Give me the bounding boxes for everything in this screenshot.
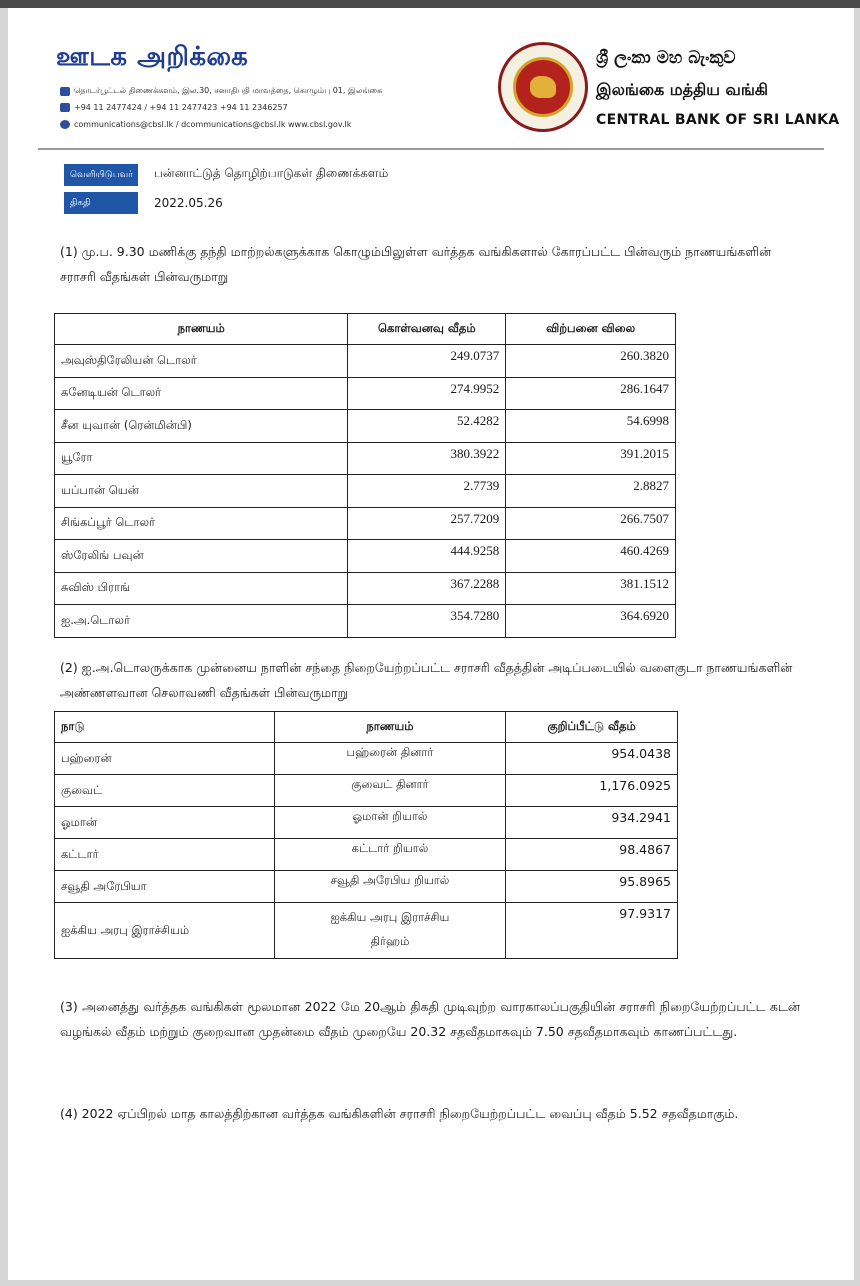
phone-fax-line [60, 103, 288, 112]
buying-rate: 274.9952 [348, 377, 506, 410]
phone-icon [60, 103, 70, 112]
column-header-buying-rate: கொள்வனவு வீதம் [348, 314, 506, 345]
buying-rate: 444.9258 [348, 540, 506, 573]
currency-name: சவூதி அரேபிய றியால் [274, 871, 506, 903]
currency-name: பஹ்ரைன் தினார் [274, 743, 506, 775]
table-row [55, 807, 678, 839]
currency-name: குவைட் தினார் [274, 775, 506, 807]
at-icon [60, 120, 70, 129]
currency-name-line-1: ஐக்கிய அரபு இராச்சிய [330, 910, 450, 924]
currency-name: கட்டார் றியால் [274, 839, 506, 871]
selling-rate: 266.7507 [506, 507, 676, 540]
date-value: 2022.05.26 [154, 196, 223, 210]
bank-name-tamil: இலங்கை மத்திய வங்கி [596, 80, 768, 99]
selling-rate: 391.2015 [506, 442, 676, 475]
country-name: சவூதி அரேபியா [55, 871, 275, 903]
table-header-row [55, 314, 676, 345]
viewer-top-bar [0, 0, 860, 8]
selling-rate: 2.8827 [506, 475, 676, 508]
column-header-country: நாடு [55, 712, 275, 743]
issuer-label: வெளியிடுபவர் [64, 164, 138, 186]
buying-rate: 52.4282 [348, 410, 506, 443]
table-row [55, 743, 678, 775]
currency-name: ஐ.அ.டொலர் [55, 605, 348, 638]
table-row [55, 345, 676, 378]
currency-name: ஸ்ரேலிங் பவுன் [55, 540, 348, 573]
table-row [55, 507, 676, 540]
envelope-icon [60, 87, 70, 96]
issuer-value: பன்னாட்டுத் தொழிற்பாடுகள் திணைக்களம் [154, 166, 389, 180]
currency-name: சிங்கப்பூர் டொலர் [55, 507, 348, 540]
letterhead [8, 8, 854, 148]
country-name: கட்டார் [55, 839, 275, 871]
table-row [55, 410, 676, 443]
buying-rate: 367.2288 [348, 572, 506, 605]
buying-rate: 380.3922 [348, 442, 506, 475]
selling-rate: 381.1512 [506, 572, 676, 605]
indicative-rate: 934.2941 [506, 807, 678, 839]
country-name: ஓமான் [55, 807, 275, 839]
date-label: திகதி [64, 192, 138, 214]
paragraph-2: (2) ஐ.அ.டொலருக்காக முன்னைய நாளின் சந்தை நிறையேற்றப்பட்ட சராசரி வீதத்தின் அடிப்படையில் வளைகுடா நாணயங்களின் அண்ணளவான செலாவணி வீதங்கள் பின்வருமாறு [60, 660, 793, 700]
currency-name: யப்பான் யென் [55, 475, 348, 508]
currency-name: சுவிஸ் பிராங் [55, 572, 348, 605]
country-name: குவைட் [55, 775, 275, 807]
currency-name: சீன யுவான் (ரென்மின்பி) [55, 410, 348, 443]
indicative-rate: 95.8965 [506, 871, 678, 903]
table-row [55, 442, 676, 475]
table-row [55, 605, 676, 638]
indicative-rate: 98.4867 [506, 839, 678, 871]
country-name: ஐக்கிய அரபு இராச்சியம் [55, 903, 275, 959]
currency-name: ஓமான் றியால் [274, 807, 506, 839]
central-bank-seal-icon [498, 42, 588, 132]
indicative-rate: 97.9317 [506, 903, 678, 959]
press-release-page [8, 8, 854, 1280]
seal-inner-ring [513, 57, 573, 117]
header-divider [38, 148, 824, 150]
buying-rate: 249.0737 [348, 345, 506, 378]
currency-name: கனேடியன் டொலர் [55, 377, 348, 410]
address-line [60, 86, 382, 96]
buying-rate: 354.7280 [348, 605, 506, 638]
table-row [55, 377, 676, 410]
table-row [55, 475, 676, 508]
media-release-title: ஊடக அறிக்கை [56, 42, 249, 72]
table-row [55, 540, 676, 573]
address-text: தொடர்பூட்டல் திணைக்களம், இல.30, சனாதிபதி மாவத்தை, கொழும்பு 01, இலங்கை [74, 86, 383, 95]
selling-rate: 460.4269 [506, 540, 676, 573]
currency-name-line-2: திர்ஹம் [370, 934, 410, 948]
column-header-currency: நாணயம் [274, 712, 506, 743]
email-web-text: communications@cbsl.lk / dcommunications@cbsl.lk www.cbsl.gov.lk [74, 120, 352, 129]
indicative-rate: 954.0438 [506, 743, 678, 775]
table-row [55, 839, 678, 871]
paragraph-3: (3) அனைத்து வர்த்தக வங்கிகள் மூலமான 2022 மே 20ஆம் திகதி முடிவுற்ற வாரகாலப்பகுதியின் சராசரி நிறையேற்றப்பட்ட கடன் வழங்கல் வீதம் மற்றும் குறைவான முதன்மை வீதம் முறையே 20.32 சதவீதமாகவும் 7.50 சதவீதமாகவும் காணப்பட்டது. [60, 999, 800, 1039]
table-header-row [55, 712, 678, 743]
column-header-selling-rate: விற்பனை விலை [506, 314, 676, 345]
selling-rate: 364.6920 [506, 605, 676, 638]
column-header-currency: நாணயம் [55, 314, 348, 345]
table-row [55, 871, 678, 903]
country-name: பஹ்ரைன் [55, 743, 275, 775]
bank-name-english: CENTRAL BANK OF SRI LANKA [596, 112, 840, 128]
currency-name: அவுஸ்திரேலியன் டொலர் [55, 345, 348, 378]
buying-rate: 2.7739 [348, 475, 506, 508]
indicative-rate: 1,176.0925 [506, 775, 678, 807]
currency-name: யூரோ [55, 442, 348, 475]
phone-fax-text: +94 11 2477424 / +94 11 2477423 +94 11 2346257 [74, 103, 288, 112]
selling-rate: 54.6998 [506, 410, 676, 443]
gulf-currency-table [54, 711, 678, 959]
column-header-indicative-rate: குறிப்பீட்டு வீதம் [506, 712, 678, 743]
lion-emblem-icon [530, 76, 556, 98]
table-row [55, 903, 678, 959]
currency-name [274, 903, 506, 959]
paragraph-4: (4) 2022 ஏப்பிறல் மாத காலத்திற்கான வர்த்தக வங்கிகளின் சராசரி நிறையேற்றப்பட்ட வைப்பு வீதம் 5.52 சதவீதமாகும். [60, 1106, 739, 1121]
selling-rate: 260.3820 [506, 345, 676, 378]
table-row [55, 775, 678, 807]
paragraph-1: (1) மு.ப. 9.30 மணிக்கு தந்தி மாற்றல்களுக்காக கொழும்பிலுள்ள வர்த்தக வங்கிகளால் கோரப்பட்ட பின்வரும் நாணயங்களின் சராசரி வீதங்கள் பின்வருமாறு [60, 244, 772, 284]
table-row [55, 572, 676, 605]
exchange-rate-table [54, 313, 676, 638]
email-web-line [60, 120, 351, 129]
bank-name-sinhala: ශ්‍රී ලංකා මහ බැංකුව [596, 48, 736, 68]
selling-rate: 286.1647 [506, 377, 676, 410]
buying-rate: 257.7209 [348, 507, 506, 540]
